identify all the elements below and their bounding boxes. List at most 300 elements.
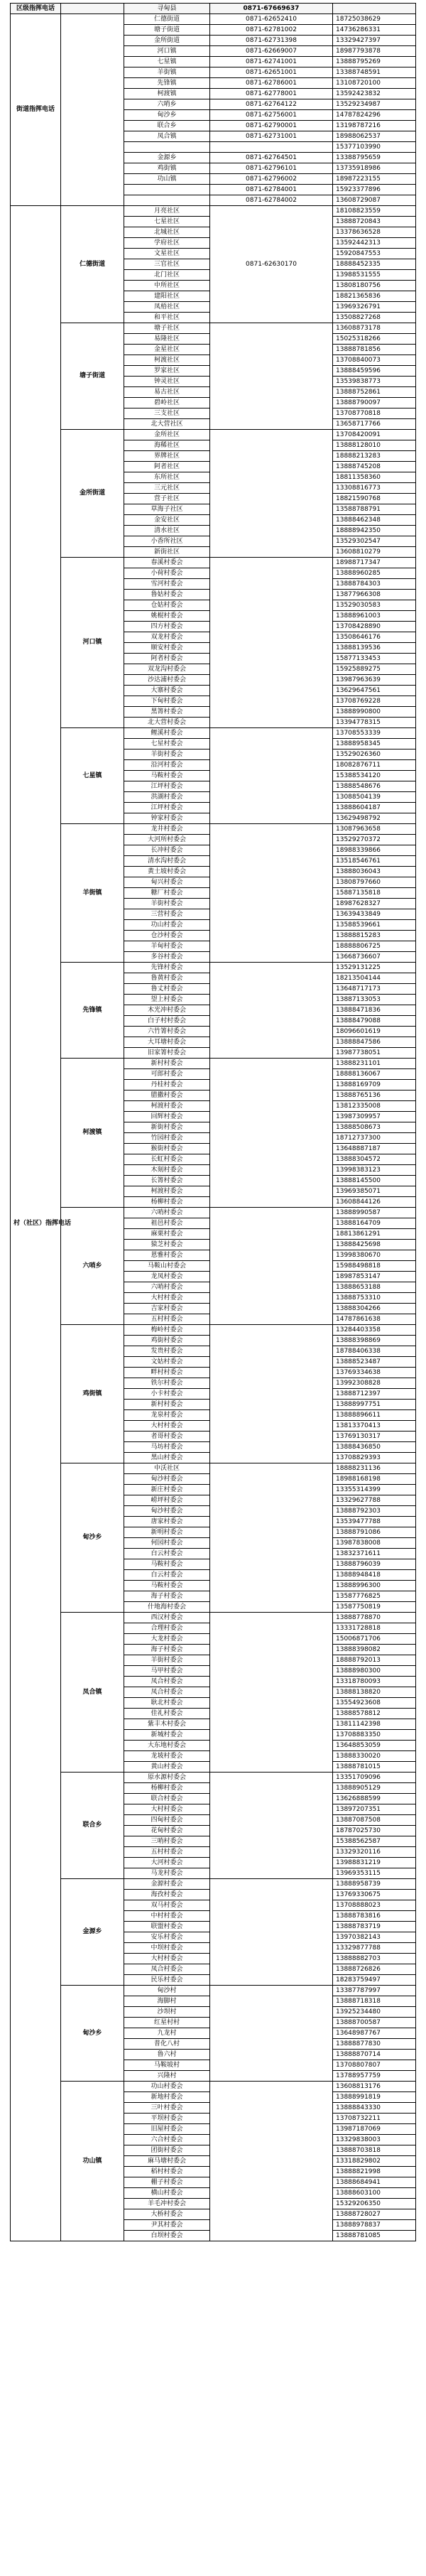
village-name: 猴街村委会 (124, 1144, 210, 1154)
village-mobile: 13888139536 (333, 643, 416, 654)
village-mobile: 13888980300 (333, 1666, 416, 1677)
village-mobile: 13708840073 (333, 355, 416, 366)
village-mobile: 13969326791 (333, 302, 416, 313)
village-name: 大村村委会 (124, 1293, 210, 1304)
village-name: 梅岭村委会 (124, 1325, 210, 1336)
village-mobile: 13387787997 (333, 1986, 416, 1996)
village-name: 新街社区 (124, 547, 210, 558)
village-name: 新庄村委会 (124, 1485, 210, 1495)
street-phone: 0871-62786001 (210, 78, 333, 89)
village-mobile: 13888603100 (333, 2188, 416, 2199)
village-name: 凤合村委会 (124, 1687, 210, 1698)
village-mobile: 13987309957 (333, 1112, 416, 1122)
village-mobile: 15388534120 (333, 771, 416, 781)
village-row (11, 1613, 416, 1623)
town-phone (210, 1986, 333, 2082)
street-mobile: 18987223155 (333, 174, 416, 185)
village-name: 普化八村 (124, 2039, 210, 2050)
village-mobile: 13888815283 (333, 931, 416, 941)
village-name: 新村村委会 (124, 1400, 210, 1410)
village-name: 新明村委会 (124, 1527, 210, 1538)
village-mobile: 13888783816 (333, 1911, 416, 1922)
village-name: 金星社区 (124, 345, 210, 355)
village-name: 大桥村委会 (124, 2209, 210, 2220)
village-mobile: 13888978837 (333, 2220, 416, 2231)
street-mobile: 18987793878 (333, 46, 416, 57)
village-row (11, 1463, 416, 1474)
village-name: 海脚村 (124, 1996, 210, 2007)
village-name: 甸兴村委会 (124, 877, 210, 888)
street-mobile: 13888795269 (333, 57, 416, 67)
village-mobile: 13888781085 (333, 2231, 416, 2241)
street-name: 羊街镇 (124, 67, 210, 78)
village-mobile: 13888479088 (333, 1016, 416, 1027)
village-name: 罗家社区 (124, 366, 210, 377)
village-name: 九龙村 (124, 2028, 210, 2039)
village-mobile: 13888425698 (333, 1240, 416, 1250)
street-phone: 0871-62764501 (210, 153, 333, 163)
village-name: 凤梧社区 (124, 302, 210, 313)
village-mobile: 13626888599 (333, 1794, 416, 1804)
village-mobile: 13888459596 (333, 366, 416, 377)
village-name: 长冲村委会 (124, 845, 210, 856)
village-mobile: 18987853147 (333, 1272, 416, 1282)
village-mobile: 13808797660 (333, 877, 416, 888)
street-name (124, 185, 210, 195)
village-mobile: 13888398869 (333, 1336, 416, 1346)
village-mobile: 13888960285 (333, 568, 416, 579)
village-mobile: 13888843330 (333, 2103, 416, 2114)
village-name: 四方村委会 (124, 622, 210, 632)
village-name: 甸沙村委会 (124, 1506, 210, 1517)
town-name: 鸡街镇 (61, 1325, 124, 1463)
village-name: 大村村委会 (124, 1954, 210, 1964)
town-phone (210, 2082, 333, 2241)
village-name: 柯渡社区 (124, 355, 210, 366)
header-label: 区级指挥电话 (11, 4, 61, 14)
village-mobile: 13888753310 (333, 1293, 416, 1304)
village-mobile: 13708553339 (333, 728, 416, 739)
village-row (11, 1986, 416, 1996)
village-mobile: 18888213283 (333, 451, 416, 462)
village-name: 金源村委会 (124, 1879, 210, 1890)
village-mobile: 13539838773 (333, 377, 416, 387)
village-name: 文星社区 (124, 249, 210, 259)
village-mobile: 13888653188 (333, 1282, 416, 1293)
town-phone: 0871-62630170 (210, 206, 333, 323)
village-name: 界牌社区 (124, 451, 210, 462)
village-mobile: 13529302547 (333, 536, 416, 547)
village-mobile: 13608813176 (333, 2082, 416, 2092)
village-mobile: 13888578812 (333, 1709, 416, 1719)
village-mobile: 13331728818 (333, 1623, 416, 1634)
village-name: 大河所村委会 (124, 835, 210, 845)
village-mobile: 13888896611 (333, 1410, 416, 1421)
village-name: 仓沙村委会 (124, 931, 210, 941)
village-name: 麻栗村委会 (124, 1229, 210, 1240)
village-level-label: 村（社区）指挥电话 (11, 206, 61, 2241)
town-phone (210, 1059, 333, 1208)
village-mobile: 13788957759 (333, 2071, 416, 2082)
village-mobile: 13378636528 (333, 227, 416, 238)
village-mobile: 13769334638 (333, 1368, 416, 1378)
village-name: 柯渡村委会 (124, 1186, 210, 1197)
town-name: 先锋镇 (61, 963, 124, 1059)
village-mobile: 13708807807 (333, 2060, 416, 2071)
village-name: 杨柳村委会 (124, 1783, 210, 1794)
village-mobile: 13529131225 (333, 963, 416, 973)
town-name: 河口镇 (61, 558, 124, 728)
village-mobile: 13394778315 (333, 718, 416, 728)
town-name: 金源乡 (61, 1879, 124, 1986)
street-phone: 0871-62784002 (210, 195, 333, 206)
village-mobile: 13708883350 (333, 1730, 416, 1741)
village-mobile: 13529270372 (333, 835, 416, 845)
village-mobile: 13888720843 (333, 217, 416, 227)
village-mobile: 13888997751 (333, 1400, 416, 1410)
town-phone (210, 728, 333, 824)
street-phone: 0871-62731001 (210, 131, 333, 142)
street-name: 七星镇 (124, 57, 210, 67)
village-mobile: 13998383123 (333, 1165, 416, 1176)
village-name: 龙坡村委会 (124, 1751, 210, 1762)
village-name: 凤合村委会 (124, 1677, 210, 1687)
village-name: 联盟村委会 (124, 1922, 210, 1932)
village-name: 功山村委会 (124, 2082, 210, 2092)
town-phone (210, 1208, 333, 1325)
street-phone: 0871-62784001 (210, 185, 333, 195)
street-phone: 0871-62651001 (210, 67, 333, 78)
village-mobile: 13529030583 (333, 600, 416, 611)
village-mobile: 18988717347 (333, 558, 416, 568)
header-phone: 0871-67669637 (210, 4, 333, 14)
village-name: 紫丰木村委会 (124, 1719, 210, 1730)
village-name: 三官社区 (124, 259, 210, 270)
village-mobile: 13708770818 (333, 408, 416, 419)
village-mobile: 13888231101 (333, 1059, 416, 1069)
street-name: 甸沙乡 (124, 110, 210, 121)
village-mobile: 18213504144 (333, 973, 416, 984)
village-name: 龙井村委会 (124, 824, 210, 835)
street-mobile: 14787824296 (333, 110, 416, 121)
village-name: 者哥村委会 (124, 1432, 210, 1442)
village-mobile: 18108823559 (333, 206, 416, 217)
street-mobile: 18725038629 (333, 14, 416, 25)
town-name: 金所街道 (61, 430, 124, 558)
village-mobile: 13284403358 (333, 1325, 416, 1336)
village-mobile: 18821365836 (333, 291, 416, 302)
village-name: 大东地村委会 (124, 1741, 210, 1751)
village-name: 长虹村委会 (124, 1154, 210, 1165)
village-mobile: 18888806725 (333, 941, 416, 952)
village-mobile: 13351709096 (333, 1773, 416, 1783)
village-name: 发贵村委会 (124, 1346, 210, 1357)
village-mobile: 13708769228 (333, 696, 416, 707)
village-mobile: 13888752861 (333, 387, 416, 398)
village-mobile: 13529026360 (333, 749, 416, 760)
village-name: 海子村委会 (124, 1645, 210, 1655)
village-mobile: 13987963639 (333, 675, 416, 686)
village-name: 凤合村委会 (124, 1964, 210, 1975)
street-mobile: 13108720100 (333, 78, 416, 89)
village-mobile: 13587776825 (333, 1591, 416, 1602)
village-name: 大耳塘村委会 (124, 1037, 210, 1048)
village-mobile: 13992308828 (333, 1378, 416, 1389)
village-name: 平坝村委会 (124, 2114, 210, 2124)
village-name: 鲁丈村委会 (124, 984, 210, 995)
village-name: 三哨村委会 (124, 1836, 210, 1847)
village-name: 营子社区 (124, 494, 210, 504)
village-mobile: 13811142398 (333, 1719, 416, 1730)
village-mobile: 13708428890 (333, 622, 416, 632)
village-name: 下甸村委会 (124, 696, 210, 707)
village-mobile: 13888684941 (333, 2177, 416, 2188)
village-name: 马鞍坡村 (124, 2060, 210, 2071)
village-name: 白子村村委会 (124, 1016, 210, 1027)
village-name: 新街村委会 (124, 1122, 210, 1133)
village-name: 羊街村委会 (124, 749, 210, 760)
town-name: 柯渡镇 (61, 1059, 124, 1208)
village-mobile: 13588539661 (333, 920, 416, 931)
street-phone: 0871-62652410 (210, 14, 333, 25)
village-name: 小荷村委会 (124, 568, 210, 579)
village-mobile: 18811358360 (333, 472, 416, 483)
village-name: 顺安村委会 (124, 643, 210, 654)
village-name: 三营村委会 (124, 909, 210, 920)
village-name: 碧岭社区 (124, 398, 210, 408)
village-name: 中所社区 (124, 281, 210, 291)
village-mobile: 13925234480 (333, 2007, 416, 2018)
street-name: 功山镇 (124, 174, 210, 185)
village-name: 麻马塘村委会 (124, 2156, 210, 2167)
village-name: 何园村委会 (124, 1538, 210, 1549)
village-name: 海稀社区 (124, 440, 210, 451)
village-name: 团街村委会 (124, 2145, 210, 2156)
village-name: 鲤溪村委会 (124, 728, 210, 739)
village-name: 祖邑村委会 (124, 1218, 210, 1229)
village-name: 春溪村委会 (124, 558, 210, 568)
village-mobile: 15877133453 (333, 654, 416, 664)
village-name: 吉家村委会 (124, 1304, 210, 1314)
town-name: 七星镇 (61, 728, 124, 824)
village-mobile: 15006871706 (333, 1634, 416, 1645)
village-name: 多谷村委会 (124, 952, 210, 963)
village-mobile: 13888991819 (333, 2092, 416, 2103)
village-mobile: 13629498792 (333, 813, 416, 824)
village-name: 糖厂村委会 (124, 888, 210, 899)
village-name: 耿北村委会 (124, 1698, 210, 1709)
village-row (11, 1325, 416, 1336)
village-row (11, 430, 416, 440)
village-mobile: 13998380670 (333, 1250, 416, 1261)
town-name: 甸沙乡 (61, 1986, 124, 2082)
village-mobile: 18988339866 (333, 845, 416, 856)
village-row (11, 1208, 416, 1218)
village-mobile: 13888523487 (333, 1357, 416, 1368)
village-name: 棚子村委会 (124, 2177, 210, 2188)
village-name: 白云村委会 (124, 1570, 210, 1581)
village-mobile: 13888462348 (333, 515, 416, 526)
street-mobile: 13329427397 (333, 36, 416, 46)
village-mobile: 18888942350 (333, 526, 416, 536)
village-name: 羊毛冲村委会 (124, 2199, 210, 2209)
street-blank (61, 14, 124, 206)
village-mobile: 13668736607 (333, 952, 416, 963)
village-mobile: 13329877788 (333, 1943, 416, 1954)
village-name: 金安社区 (124, 515, 210, 526)
street-mobile: 13388748591 (333, 67, 416, 78)
village-mobile: 13708732211 (333, 2114, 416, 2124)
village-name: 丹桂村委会 (124, 1080, 210, 1091)
village-mobile: 13648853059 (333, 1741, 416, 1751)
village-name: 新城村委会 (124, 1730, 210, 1741)
village-mobile: 13888996300 (333, 1581, 416, 1591)
village-mobile: 13708888023 (333, 1900, 416, 1911)
town-phone (210, 558, 333, 728)
village-row (11, 728, 416, 739)
village-name: 杨柳村委会 (124, 1197, 210, 1208)
village-name: 七星社区 (124, 217, 210, 227)
village-name: 六哨村委会 (124, 1282, 210, 1293)
village-mobile: 13629647561 (333, 686, 416, 696)
street-phone: 0871-62790001 (210, 121, 333, 131)
village-mobile: 13888990800 (333, 707, 416, 718)
village-mobile: 13318780093 (333, 1677, 416, 1687)
village-name: 铁尔村委会 (124, 1378, 210, 1389)
village-mobile: 13888138820 (333, 1687, 416, 1698)
village-name: 大村村委会 (124, 1804, 210, 1815)
village-mobile: 13970382143 (333, 1932, 416, 1943)
village-name: 沿河村委会 (124, 760, 210, 771)
village-mobile: 13888330020 (333, 1751, 416, 1762)
town-name: 凤合镇 (61, 1613, 124, 1773)
village-mobile: 13887133053 (333, 995, 416, 1005)
village-name: 双龙村委会 (124, 632, 210, 643)
village-name: 六合村委会 (124, 2135, 210, 2145)
street-name (124, 142, 210, 153)
village-mobile: 13329838003 (333, 2135, 416, 2145)
header-row (11, 4, 416, 14)
village-mobile: 13988831219 (333, 1858, 416, 1868)
village-name: 月亮社区 (124, 206, 210, 217)
village-mobile: 13888791086 (333, 1527, 416, 1538)
village-name: 竹园村委会 (124, 1133, 210, 1144)
village-mobile: 18082876711 (333, 760, 416, 771)
village-mobile: 15925889275 (333, 664, 416, 675)
village-mobile: 13888847586 (333, 1037, 416, 1048)
village-mobile: 18888792013 (333, 1655, 416, 1666)
village-mobile: 15329206350 (333, 2199, 416, 2209)
village-name: 长箐村委会 (124, 1176, 210, 1186)
village-mobile: 13988531555 (333, 270, 416, 281)
village-mobile: 13888821998 (333, 2167, 416, 2177)
village-name: 五村村委会 (124, 1847, 210, 1858)
village-mobile: 13888436850 (333, 1442, 416, 1453)
street-mobile: 15377103990 (333, 142, 416, 153)
village-mobile: 13888471836 (333, 1005, 416, 1016)
village-mobile: 13888877830 (333, 2039, 416, 2050)
village-name: 江坪村委会 (124, 781, 210, 792)
header-unit: 寻甸县 (124, 4, 210, 14)
village-mobile: 13888726826 (333, 1964, 416, 1975)
village-name: 钟家村委会 (124, 813, 210, 824)
village-name: 和平社区 (124, 313, 210, 323)
village-name: 五村村委会 (124, 1314, 210, 1325)
village-name: 三叶村委会 (124, 2103, 210, 2114)
street-mobile: 13529234987 (333, 99, 416, 110)
village-name: 佳礼村委会 (124, 1709, 210, 1719)
village-mobile: 15025318266 (333, 334, 416, 345)
village-name: 三元社区 (124, 483, 210, 494)
village-name: 黑山村委会 (124, 1453, 210, 1463)
village-name: 海子村委会 (124, 1591, 210, 1602)
village-mobile: 13888169709 (333, 1080, 416, 1091)
town-phone (210, 1325, 333, 1463)
village-name: 新村村委会 (124, 1059, 210, 1069)
village-mobile: 13888781856 (333, 345, 416, 355)
village-name: 中村村委会 (124, 1911, 210, 1922)
village-name: 中坝村委会 (124, 1943, 210, 1954)
village-mobile: 13708420091 (333, 430, 416, 440)
village-name: 甸沙村委会 (124, 1474, 210, 1485)
village-name: 什地海村委会 (124, 1602, 210, 1613)
street-mobile: 13198787216 (333, 121, 416, 131)
village-mobile: 13888784303 (333, 579, 416, 590)
street-mobile: 13608729087 (333, 195, 416, 206)
village-mobile: 13969353115 (333, 1868, 416, 1879)
village-row (11, 1773, 416, 1783)
village-mobile: 13888604187 (333, 803, 416, 813)
village-mobile: 13888164709 (333, 1218, 416, 1229)
village-name: 鲁姑村委会 (124, 590, 210, 600)
village-name: 花甸村委会 (124, 1826, 210, 1836)
village-mobile: 13987738051 (333, 1048, 416, 1059)
village-mobile: 18813861291 (333, 1229, 416, 1240)
village-mobile: 13608844126 (333, 1197, 416, 1208)
village-mobile: 13648987767 (333, 2028, 416, 2039)
village-name: 木刻村委会 (124, 1165, 210, 1176)
village-name: 六哨村委会 (124, 1208, 210, 1218)
village-mobile: 13318829802 (333, 2156, 416, 2167)
village-name: 马鞍村委会 (124, 1559, 210, 1570)
village-name: 民乐村委会 (124, 1975, 210, 1986)
village-name: 沙坝村 (124, 2007, 210, 2018)
village-name: 草海子社区 (124, 504, 210, 515)
village-name: 马甲村委会 (124, 1666, 210, 1677)
village-mobile: 13508646176 (333, 632, 416, 643)
village-mobile: 18712737300 (333, 1133, 416, 1144)
village-mobile: 13888712397 (333, 1389, 416, 1400)
town-phone (210, 824, 333, 963)
village-mobile: 13888790097 (333, 398, 416, 408)
village-name: 海孜村委会 (124, 1890, 210, 1900)
village-mobile: 13308816773 (333, 483, 416, 494)
town-name: 六哨乡 (61, 1208, 124, 1325)
village-name: 小卡村委会 (124, 1389, 210, 1400)
village-mobile: 13888728027 (333, 2209, 416, 2220)
village-name: 腊撒村委会 (124, 1091, 210, 1101)
street-mobile: 13735918986 (333, 163, 416, 174)
town-name: 仁德街道 (61, 206, 124, 323)
village-mobile: 18096601619 (333, 1027, 416, 1037)
street-name: 先锋镇 (124, 78, 210, 89)
village-mobile: 13888778870 (333, 1613, 416, 1623)
village-mobile: 13608810279 (333, 547, 416, 558)
town-name: 甸沙乡 (61, 1463, 124, 1613)
street-phone: 0871-62756001 (210, 110, 333, 121)
village-name: 柯渡村委会 (124, 1101, 210, 1112)
street-phone: 0871-62796002 (210, 174, 333, 185)
